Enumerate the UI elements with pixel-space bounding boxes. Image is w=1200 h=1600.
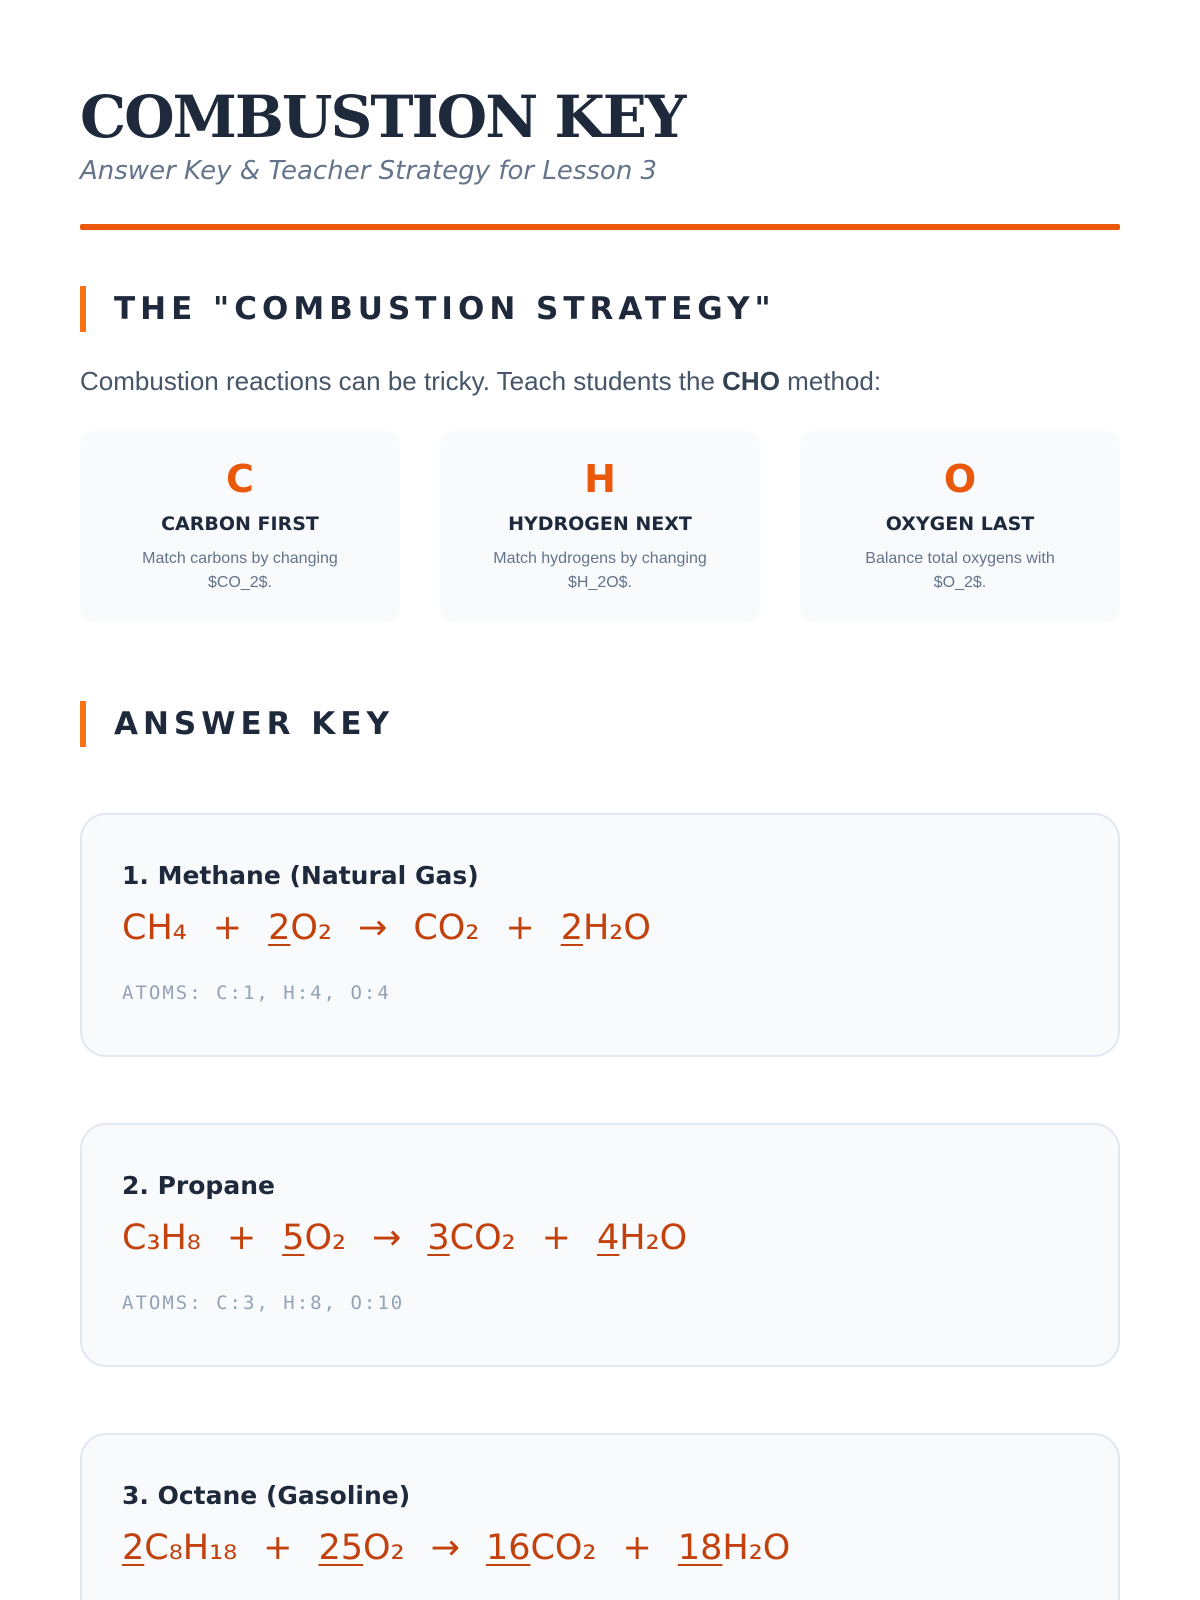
equation-term: [678, 1528, 790, 1568]
answer-key-section-heading: [80, 701, 1120, 747]
chemical-formula: H₂O: [722, 1528, 791, 1568]
atom-count: ATOMS: C:1, H:4, O:4: [122, 982, 391, 1004]
page-title: COMBUSTION KEY: [80, 83, 685, 151]
coefficient: 2: [268, 908, 291, 948]
chemical-formula: O₂: [304, 1218, 347, 1258]
coefficient: 3: [427, 1218, 450, 1258]
plus-sign: +: [263, 1528, 293, 1568]
strategy-intro: [80, 366, 1120, 397]
equation-card: [80, 813, 1120, 1057]
equation-card: [80, 1433, 1120, 1600]
coefficient: 25: [318, 1528, 364, 1568]
equation-term: [561, 908, 651, 948]
balanced-equation: [122, 908, 1078, 948]
answer-key-list: [80, 813, 1120, 1600]
card-letter: C: [226, 457, 254, 501]
intro-text-after: method:: [779, 366, 882, 396]
equation-term: [413, 908, 479, 948]
coefficient: 4: [597, 1218, 620, 1258]
chemical-formula: C₃H₈: [122, 1218, 201, 1258]
coefficient: 16: [485, 1528, 531, 1568]
card-name: CARBON FIRST: [161, 512, 319, 535]
equation-term: [122, 1528, 237, 1568]
equation-title: 1. Methane (Natural Gas): [122, 861, 479, 890]
chemical-formula: C₈H₁₈: [144, 1528, 238, 1568]
strategy-heading-label: THE "COMBUSTION STRATEGY": [114, 291, 776, 327]
card-letter: O: [943, 457, 977, 501]
card-description: Match carbons by changing $CO_2$.: [142, 549, 338, 591]
coefficient: 2: [560, 908, 583, 948]
equation-term: [122, 908, 187, 948]
equation-term: [597, 1218, 687, 1258]
chemical-formula: H₂O: [582, 908, 651, 948]
header-divider: [80, 224, 1120, 230]
chemical-formula: O₂: [290, 908, 332, 948]
equation-title: 2. Propane: [122, 1171, 275, 1200]
equation-term: [282, 1218, 346, 1258]
reaction-arrow: →: [372, 1218, 402, 1258]
chemical-formula: H₂O: [619, 1218, 688, 1258]
strategy-section-heading: [80, 286, 1120, 332]
strategy-cards: [80, 431, 1120, 621]
coefficient: 18: [677, 1528, 723, 1568]
strategy-card-hydrogen: [440, 431, 760, 621]
intro-method-name: CHO: [722, 366, 780, 396]
coefficient: 5: [282, 1218, 305, 1258]
plus-sign: +: [212, 908, 243, 948]
chemical-formula: CO₂: [413, 908, 480, 948]
equation-term: [268, 908, 332, 948]
page-subtitle: Answer Key & Teacher Strategy for Lesson 3: [80, 156, 658, 186]
section-accent-bar: [80, 286, 86, 332]
answer-key-heading-label: ANSWER KEY: [114, 706, 394, 742]
section-accent-bar: [80, 701, 86, 747]
balanced-equation: [122, 1218, 1078, 1258]
intro-text-before: Combustion reactions can be tricky. Teach students the: [80, 366, 723, 396]
equation-card: [80, 1123, 1120, 1367]
card-name: HYDROGEN NEXT: [508, 512, 692, 535]
equation-title: 3. Octane (Gasoline): [122, 1481, 411, 1510]
reaction-arrow: →: [358, 908, 388, 948]
equation-term: [427, 1218, 515, 1258]
equation-term: [486, 1528, 597, 1568]
atom-count: ATOMS: C:3, H:8, O:10: [122, 1292, 405, 1314]
chemical-formula: CO₂: [449, 1218, 516, 1258]
equation-term: [318, 1528, 404, 1568]
reaction-arrow: →: [430, 1528, 460, 1568]
plus-sign: +: [505, 908, 535, 948]
chemical-formula: CO₂: [530, 1528, 597, 1568]
card-name: OXYGEN LAST: [885, 512, 1035, 535]
strategy-card-oxygen: [800, 431, 1120, 621]
chemical-formula: CH₄: [122, 908, 187, 948]
chemical-formula: O₂: [363, 1528, 405, 1568]
strategy-card-carbon: [80, 431, 400, 621]
card-description: Balance total oxygens with $O_2$.: [865, 549, 1055, 591]
plus-sign: +: [622, 1528, 652, 1568]
card-letter: H: [584, 457, 616, 501]
coefficient: 2: [122, 1528, 145, 1568]
equation-term: [122, 1218, 201, 1258]
balanced-equation: [122, 1528, 1078, 1568]
plus-sign: +: [226, 1218, 257, 1258]
card-description: Match hydrogens by changing $H_2O$.: [493, 549, 707, 591]
plus-sign: +: [541, 1218, 571, 1258]
